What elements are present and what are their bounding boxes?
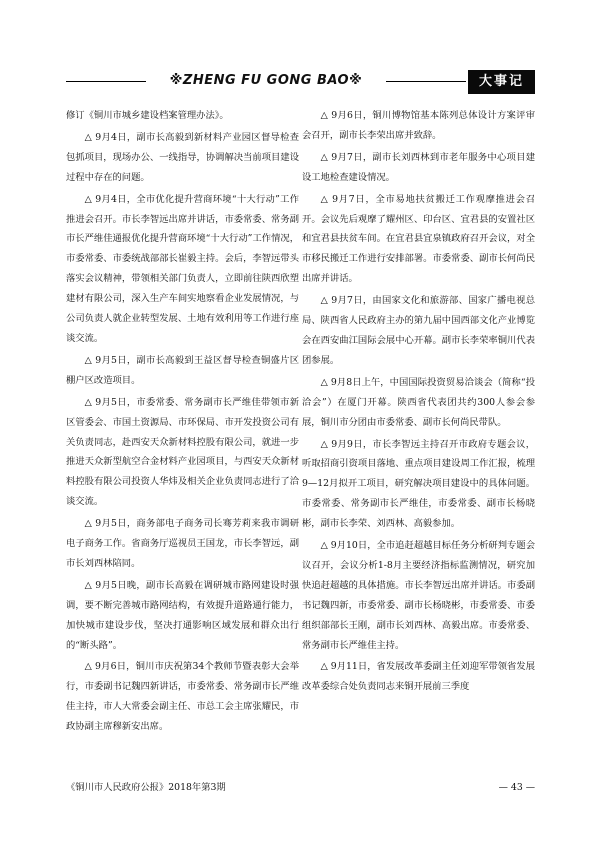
news-entry: △ 9月11日，省发展改革委副主任刘迎军带领省发展改革委综合处负责同志来铜开展前三季度 — [302, 661, 535, 693]
news-entry: △ 9月5日，市委常委、常务副市长严维佳带领市新区管委会、市国土资源局、市环保局、市开发投资公司有关负责同志，赴西安天众新材料控股有限公司，就进一步推进天众新型航空合金材料产业园项目，与西安天众新材料控股有限公司投资人华炜及相关企业负责同志进行了洽谈交流。 — [66, 396, 299, 508]
journal-title: ※ZHENG FU GONG BAO※ — [146, 70, 386, 92]
page-footer — [66, 780, 535, 796]
section-tab: 大事记 — [468, 70, 535, 94]
news-entry: △ 9月6日，铜川博物馆基本陈列总体设计方案评审会召开，副市长李荣出席并致辞。 — [302, 110, 535, 141]
news-entry: △ 9月7日，由国家文化和旅游部、国家广播电视总局、陕西省人民政府主办的第九届中国西部文化产业博览会在西安曲江国际会展中心开幕。副市长李荣率铜川代表团参展。 — [302, 295, 535, 366]
news-entry: △ 9月4日，全市优化提升营商环境“十大行动”工作推进会召开。市长李智远出席并讲话，市委常委、常务副市长严维佳通报优化提升营商环境“十大行动”工作情况，市委常委、市委统战部部长崔毅主持。会后，李智远带头落实会议精神，带领相关部门负责人，立即前往陕西欣塑建材有限公司，深入生产车间实地察看企业发展情况，与公司负责人就企业转型发展、土地有效利用等工作进行座谈交流。 — [66, 193, 299, 344]
news-entry: △ 9月4日，副市长高毅到新材料产业园区督导检查包抓项目，现场办公、一线指导，协调解决当前项目建设过程中存在的问题。 — [66, 131, 299, 183]
running-header — [66, 70, 535, 94]
left-column — [66, 106, 299, 739]
news-entry: △ 9月9日，市长李智远主持召开市政府专题会议，听取招商引资项目落地、重点项目建设周工作汇报，梳理9—12月拟开工项目，研究解决项目建设中的具体问题。市委常委、常务副市长严维佳，市委常委、副市长杨晓彬，副市长李荣、刘西林、高毅参加。 — [302, 438, 535, 530]
news-entry: △ 9月5日，副市长高毅到王益区督导检查铜盛片区棚户区改造项目。 — [66, 354, 299, 386]
news-entry: △ 9月5日晚，副市长高毅在调研城市路网建设时强调，要不断完善城市路网结构，有效提升道路通行能力，加快城市建设步伐，坚决打通影响区域发展和群众出行的“断头路”。 — [66, 579, 299, 651]
news-entry: △ 9月5日，商务部电子商务司长骞芳莉来我市调研电子商务工作。省商务厅巡视员王国龙，市长李智远，副市长刘西林陪同。 — [66, 518, 299, 569]
news-entry: 修订《铜川市城乡建设档案管理办法》。 — [66, 110, 229, 121]
page-number: — 43 — — [498, 782, 535, 793]
news-entry: △ 9月7日，副市长刘西林到市老年服务中心项目建设工地检查建设情况。 — [302, 151, 535, 183]
news-entry: △ 9月8日上午，中国国际投资贸易洽谈会（简称“投洽会”）在厦门开幕。陕西省代表团共约300人参会参展，铜川市分团由市委常委、副市长何尚民带队。 — [302, 376, 535, 428]
news-entry: △ 9月10日，全市追赶超越目标任务分析研判专题会议召开，会议分析1-8月主要经济指标监测情况，研究加快追赶超越的具体措施。市长李智远出席并讲话。市委副书记魏四新，市委常委、副市长杨晓彬，市委常委、市委组织部部长王刚，副市长刘西林、高毅出席。市委常委、常务副市长严维佳主持。 — [302, 540, 535, 651]
news-entry: △ 9月6日，铜川市庆祝第34个教师节暨表彰大会举行，市委副书记魏四新讲话，市委常委、常务副市长严维佳主持，市人大常委会副主任、市总工会主席张耀民，市政协副主席穆新安出席。 — [66, 661, 299, 733]
news-entry: △ 9月7日，全市易地扶贫搬迁工作观摩推进会召开。会议先后观摩了耀州区、印台区、宜君县的安置社区和宜君县扶贫车间。在宜君县宜泉镇政府召开会议，对全市移民搬迁工作进行安排部署。市委常委、副市长何尚民出席并讲话。 — [302, 193, 535, 285]
right-column — [302, 106, 535, 699]
footer-source: 《铜川市人民政府公报》2018年第3期 — [66, 782, 226, 793]
